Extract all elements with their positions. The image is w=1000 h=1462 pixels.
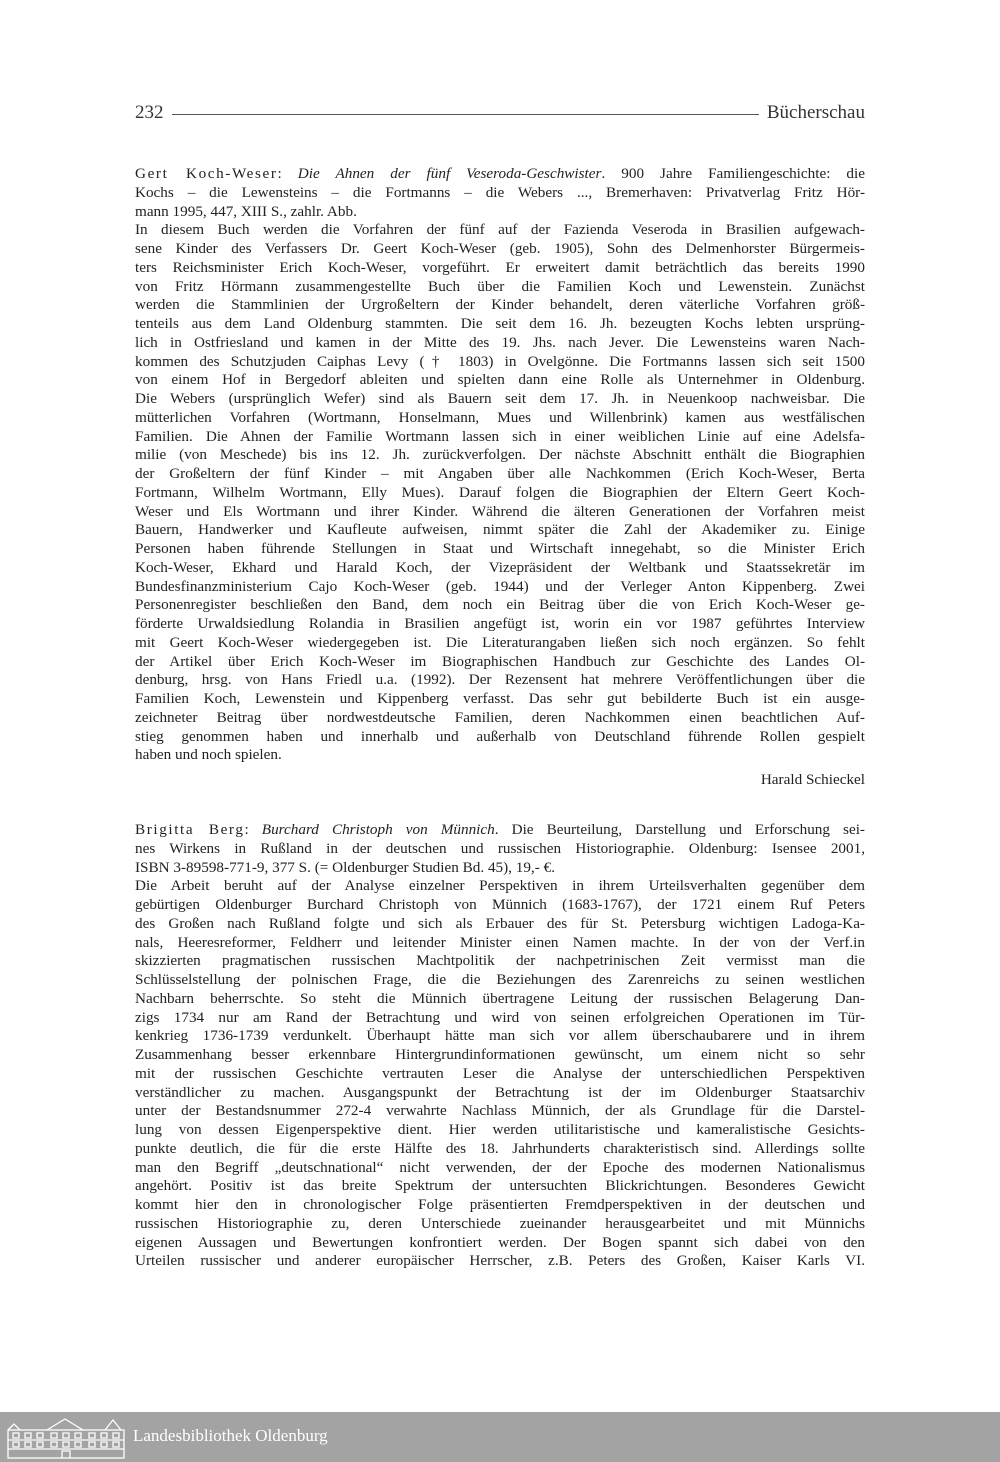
text-line: Koch-Weser, Ekhard und Harald Koch, der Vizepräsident der Weltbank und Staatssekretär im [135,558,865,576]
text-line: von einem Hof in Bergedorf ableiten und spielten dann eine Rolle als Unternehmer in Oldenburg. [135,371,865,389]
citation-first-line: Gert Koch-Weser: Die Ahnen der fünf Veseroda-Geschwister. 900 Jahre Familiengeschichte: die [135,165,865,182]
text-line: Fortmann, Wilhelm Wortmann, Elly Mues). Darauf folgen die Biographien der Eltern Geert Koch- [135,483,865,501]
text-line: Personen haben führende Stellungen in Staat und Wirtschaft innegehabt, so die Minister Erich [135,540,865,557]
citation-first-line: Brigitta Berg: Burchard Christoph von Münnich. Die Beurteilung, Darstellung und Erforschung sei- [135,821,865,838]
text-line: haben und noch spielen. [135,746,282,764]
text-line: denburg, hrsg. von Hans Friedl u.a. (1992). Der Rezensent hat mehrere Veröffentlichungen über die [135,671,865,689]
text-line: man den Begriff „deutschnational“ nicht verwenden, der der Epoche des modernen Nationalismus [135,1158,865,1176]
text-line: mann 1995, 447, XIII S., zahlr. Abb. [135,202,357,220]
text-line: sene Kinder des Verfassers Dr. Geert Koch-Weser (geb. 1905), Sohn des Delmenhorster Bürgermeis- [135,240,865,257]
text-line: eigenen Aussagen und Bewertungen konfrontiert werden. Der Bogen spannt sich dabei von den [135,1233,865,1251]
text-line: Familien. Die Ahnen der Familie Wortmann lassen sich in einer weiblichen Linie auf eine Adelsfa- [135,427,865,445]
reviewer-name: Harald Schieckel [760,771,865,788]
text-line: ISBN 3-89598-771-9, 377 S. (= Oldenburger Studien Bd. 45), 19,- €. [135,858,556,876]
text-line: nals, Heeresreformer, Feldherr und leitender Minister einen Namen machte. In der von der Verf.in [135,933,865,951]
text-line: tenteils aus dem Land Oldenburg stammten. Die seit dem 16. Jh. bezeugten Kochs lebten ursprüng- [135,315,865,332]
text-line: milie (von Meschede) bis ins 12. Jh. zurückverfolgen. Der nächste Abschnitt enthält die Biographien [135,446,865,464]
footer-banner [0,1412,1000,1462]
page-number: 232 [135,102,164,123]
text-line: Urteilen russischer und anderer europäischer Herrscher, z.B. Peters des Großen, Kaiser Karls VI. [135,1252,865,1270]
text-line: stieg genommen haben und innerhalb und außerhalb von Deutschland führende Rollen gespielt [135,727,865,745]
review-berg [135,821,865,1271]
text-line: von Fritz Hörmann zusammengestellte Buch über die Familien Koch und Lewenstein. Zunächst [135,277,865,295]
text-line: Die Arbeit beruht auf der Analyse einzelner Perspektiven in ihrem Urteilsverhalten gegenüber dem [135,877,865,895]
library-building-icon [5,1416,127,1460]
text-line: zeichneter Beitrag über nordwestdeutsche Familien, deren Nachkommen einen beachtlichen Auf- [135,708,865,726]
header-rule [172,114,759,115]
text-line: lung von dessen Eigenperspektive dient. Hier werden utilitaristische und kameralistische Gesichts- [135,1121,865,1138]
text-line: kommen des Schutzjuden Caiphas Levy († 1803) in Ovelgönne. Die Fortmanns lassen sich seit 1500 [135,352,865,370]
text-line: förderte Urwaldsiedlung Rolandia in Brasilien angefügt ist, worin ein vor 1987 geführtes Interview [135,615,865,632]
running-header [135,101,865,125]
text-line: Nachbarn beherrschte. So steht die Münnich übertragene Leitung der russischen Belagerung Dan- [135,989,865,1007]
text-line: Bauern, Handwerker und Kaufleute aufweisen, nimmt später die Zahl der Akademiker zu. Einige [135,521,865,539]
text-line: angehört. Positiv ist das breite Spektrum der untersuchten Blickrichtungen. Besonderes Gewicht [135,1177,865,1195]
citation-text: . 900 Jahre Familiengeschichte: die [601,165,865,182]
text-line: kommt hier den in chronologischer Folge präsentierten Fremdperspektiven in der deutschen und [135,1196,865,1213]
text-line: Zusammenhang besser erkennbare Hintergrundinformationen gewünscht, um einem nicht so sehr [135,1046,865,1063]
book-title: Burchard Christoph von Münnich [261,821,495,838]
text-line: lich in Ostfriesland und kamen in der Mitte des 19. Jhs. nach Jever. Die Lewensteins waren Nach- [135,333,865,351]
text-line: zigs 1734 nur am Rand der Betrachtung und wird von seinen erfolgreichen Operationen im Tür- [135,1008,865,1026]
text-line: Bundesfinanzministerium Cajo Koch-Weser (geb. 1944) und der Verleger Anton Kippenberg. Zwei [135,577,865,595]
text-line: des Großen nach Rußland folgte und sich als Erbauer des für St. Petersburg wichtigen Ladoga-Ka- [135,914,865,932]
library-name: Landesbibliothek Oldenburg [133,1426,328,1445]
text-line: gebürtigen Oldenburger Burchard Christoph von Münnich (1683-1767), der 1721 einem Ruf Peters [135,896,865,913]
book-title: Die Ahnen der fünf Veseroda-Geschwister [297,165,602,182]
text-line: skizzierten pragmatischen russischen Machtpolitik der nachpetrinischen Zeit vermisst man die [135,952,865,970]
review-author: Gert Koch-Weser [135,165,278,182]
text-line: der Großeltern der fünf Kinder – mit Angaben über alle Nachkommen (Erich Koch-Weser, Berta [135,465,865,482]
text-line: Die Webers (ursprünglich Wefer) sind als Bauern seit dem 17. Jh. in Neuenkoop nachweisbar. Die [135,390,865,407]
text-line: Familien Koch, Lewenstein und Kippenberg verfasst. Das sehr gut bebilderte Buch ist ein ausge- [135,690,865,707]
text-line: Kochs – die Lewensteins – die Fortmanns – die Webers ..., Bremerhaven: Privatverlag Fritz Hör- [135,183,865,201]
section-title: Bücherschau [766,102,865,123]
text-line: punkte deutlich, die für die erste Hälfte des 18. Jahrhunderts charakteristisch sind. Allerdings sollte [135,1139,865,1157]
text-line: russischen Historiographie zu, deren Unterschiede zueinander herausgearbeitet und mit Münnichs [135,1214,865,1232]
text-line: werden die Stammlinien der Urgroßeltern der Kinder behandelt, deren väterliche Vorfahren größ- [135,296,865,314]
review-koch-weser [135,165,865,791]
text-line: nes Wirkens in Rußland in der deutschen und russischen Historiographie. Oldenburg: Isensee 2001, [135,839,865,857]
text-line: mütterlichen Vorfahren (Wortmann, Honselmann, Mues und Willenbrink) kamen aus westfälischen [135,408,865,426]
text-line: In diesem Buch werden die Vorfahren der fünf auf der Fazienda Veseroda in Brasilien aufgewach- [135,221,865,239]
text-line: kenkrieg 1736-1739 verdunkelt. Überhaupt hätte man sich vor allem überschaubarere und in ihrem [135,1027,865,1045]
text-line: der Artikel über Erich Koch-Weser im Biographischen Handbuch zur Geschichte des Landes Ol- [135,652,865,670]
text-line: Schlüsselstellung der polnischen Frage, die die Beziehungen des Zarenreichs zu seinen westlichen [135,971,865,988]
citation-text: . Die Beurteilung, Darstellung und Erforschung sei- [494,821,865,838]
text-line: mit der russischen Geschichte vertrauten Leser die Analyse der unterschiedlichen Perspektiven [135,1064,865,1082]
text-line: ters Reichsminister Erich Koch-Weser, vorgeführt. Er erweitert damit beträchtlich das bereits 1990 [135,258,865,276]
text-line: verständlicher zu machen. Ausgangspunkt der Betrachtung ist der im Oldenburger Staatsarchiv [135,1083,865,1101]
text-line: unter der Bestandsnummer 272-4 verwahrte Nachlass Münnich, der als Grundlage für die Darstel- [135,1102,865,1120]
review-author: Brigitta Berg [135,821,245,838]
text-line: mit Geert Koch-Weser wiedergegeben ist. Die Literaturangaben ließen sich noch ergänzen. So fehlt [135,633,865,651]
text-line: Personenregister beschließen den Band, dem noch ein Beitrag über die von Erich Koch-Weser ge- [135,596,865,614]
text-line: Weser und Els Wortmann und ihrer Kinder. Während die älteren Generationen der Vorfahren meist [135,502,865,520]
